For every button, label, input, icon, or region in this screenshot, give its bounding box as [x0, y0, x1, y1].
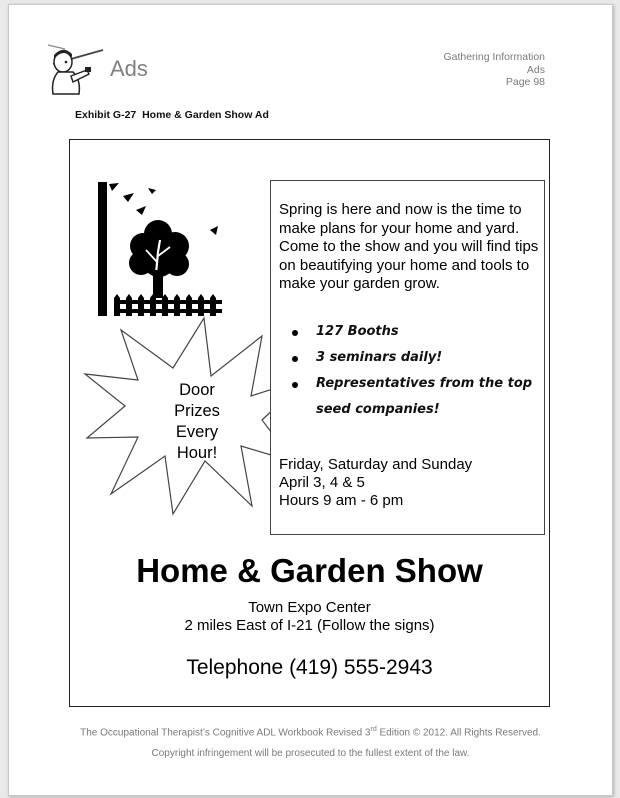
- door-prizes-callout: [142, 380, 252, 464]
- meta-category: Gathering Information: [443, 51, 545, 63]
- feature-text: 3 seminars daily!: [316, 350, 443, 365]
- burst-line: Prizes: [174, 402, 220, 420]
- meta-subcategory: Ads: [526, 63, 545, 76]
- venue-info: [70, 599, 549, 635]
- venue-directions: 2 miles East of I-21 (Follow the signs): [184, 617, 435, 634]
- feature-list: [281, 319, 541, 423]
- page-meta: [443, 51, 545, 89]
- footer-text: Edition © 2012. All Rights Reserved.: [376, 727, 541, 739]
- document-page: [8, 4, 613, 796]
- show-ad: [69, 139, 550, 707]
- garden-tree-fence-icon: [96, 180, 226, 320]
- intro-paragraph: Spring is here and now is the time to make plans for your home and yard. Come to the show and you will find tips on beautifying your home and tools to make your garden grow.: [279, 201, 539, 293]
- section-title: Ads: [110, 56, 148, 81]
- burst-line: Hour!: [176, 444, 218, 462]
- venue-name: Town Expo Center: [248, 599, 371, 616]
- bullet-icon: [292, 382, 298, 388]
- show-title: Home & Garden Show: [136, 552, 483, 589]
- list-item: [281, 371, 541, 423]
- list-item: [281, 319, 541, 345]
- telephone: Telephone (419) 555-2943: [186, 656, 433, 679]
- footer-text: The Occupational Therapist’s Cognitive ADL Workbook Revised 3: [80, 727, 371, 739]
- feature-text: Representatives from the top seed companies!: [316, 376, 533, 417]
- exhibit-title: Exhibit G-27 Home & Garden Show Ad: [75, 109, 269, 121]
- list-item: [281, 345, 541, 371]
- bullet-icon: [292, 356, 298, 362]
- meta-page-number: Page 98: [505, 76, 545, 88]
- bullet-icon: [292, 330, 298, 336]
- schedule-hours: Hours 9 am - 6 pm: [279, 492, 404, 509]
- feature-text: 127 Booths: [316, 324, 399, 339]
- schedule: [279, 456, 541, 510]
- footer-ordinal: rd: [370, 726, 377, 733]
- burst-line: Door: [179, 381, 215, 399]
- burst-line: Every: [175, 423, 219, 441]
- schedule-dates: April 3, 4 & 5: [279, 474, 365, 491]
- footer-warning: Copyright infringement will be prosecuted to the fullest extent of the law.: [151, 748, 470, 759]
- info-box: [270, 180, 545, 535]
- person-painting-icon: [45, 42, 107, 98]
- footer-copyright: [9, 726, 612, 738]
- schedule-days: Friday, Saturday and Sunday: [279, 456, 473, 473]
